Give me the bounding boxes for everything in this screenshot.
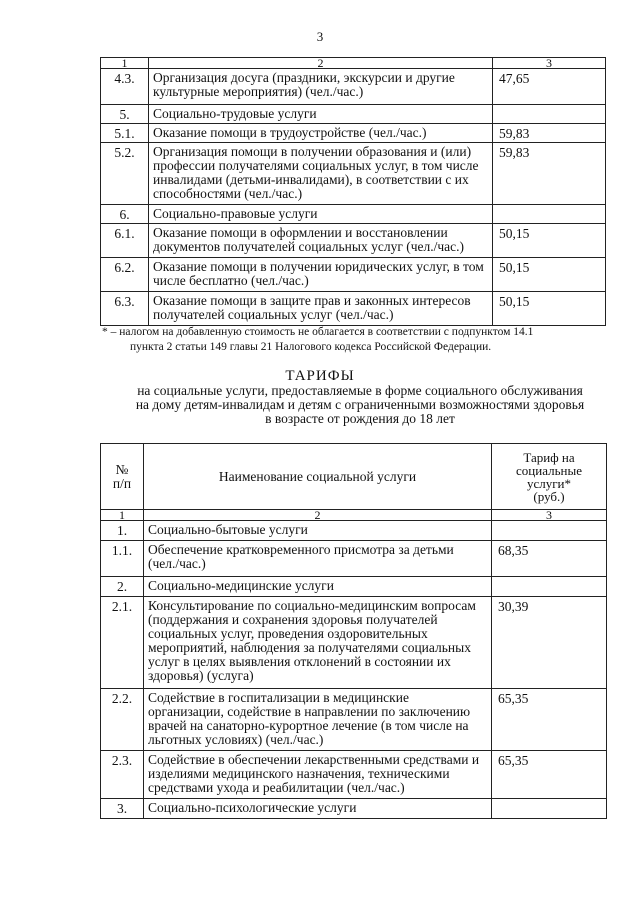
section-subtitle [100,384,620,426]
service-name: Оказание помощи в оформлении и восстановлении документов получателей социальных услуг (чел./час.) [149,224,493,258]
tariff-value: 50,15 [493,258,606,292]
column-index: 2 [144,510,492,521]
service-number: 5. [101,105,149,124]
column-index: 3 [493,58,606,69]
table-row [101,751,607,799]
table-row [101,521,607,541]
service-name: Социально-трудовые услуги [149,105,493,124]
service-name: Социально-психологические услуги [144,799,492,819]
tariff-value: 50,15 [493,292,606,326]
table-row [101,292,606,326]
service-name: Социально-правовые услуги [149,205,493,224]
service-name: Организация помощи в получении образования и (или) профессии получателями социальных услуг, в том числе инвалидами (детьми-инвалидами), в соответствии с их способностями (чел./час.) [149,143,493,205]
header-text: п/п [112,476,132,491]
footnote-line: * – налогом на добавленную стоимость не облагается в соответствии с подпунктом 14.1 [102,326,534,338]
service-name: Оказание помощи в защите прав и законных интересов получателей социальных услуг (чел./час.) [149,292,493,326]
table-row [101,124,606,143]
column-index: 1 [101,58,149,69]
service-name: Консультирование по социально-медицинским вопросам (поддержания и сохранения здоровья получателей социальных услуг, проведения оздоровительных мероприятий, наблюдения за получателями социальных услуг в целях выявления отклонений в состоянии их здоровья) (услуга) [144,597,492,689]
tariff-value: 65,35 [492,751,607,799]
column-header-number [101,444,144,510]
service-number: 3. [101,799,144,819]
header-text: Тариф на [523,450,575,465]
tariff-value [492,799,607,819]
tariff-value [492,521,607,541]
table-row [101,541,607,577]
header-text: социальные [516,463,582,478]
service-number: 2. [101,577,144,597]
service-number: 6.1. [101,224,149,258]
service-number: 6.2. [101,258,149,292]
column-index: 2 [149,58,493,69]
column-index: 3 [492,510,607,521]
tariff-value: 59,83 [493,143,606,205]
service-name: Содействие в госпитализации в медицинские организации, содействие в направлении по заключению врачей на санаторно-курортное лечение (в том числе на льготных условиях) (чел./час.) [144,689,492,751]
column-header-row [101,444,607,510]
service-number: 1. [101,521,144,541]
column-header-name: Наименование социальной услуги [144,444,492,510]
column-index-row [101,510,607,521]
table-row [101,689,607,751]
tariff-value: 59,83 [493,124,606,143]
subtitle-line: на социальные услуги, предоставляемые в форме социального обслуживания [137,383,583,398]
service-number: 2.2. [101,689,144,751]
tariff-value: 50,15 [493,224,606,258]
service-name: Содействие в обеспечении лекарственными средствами и изделиями медицинского назначения, техническими средствами ухода и реабилитации (чел./час.) [144,751,492,799]
service-number: 5.1. [101,124,149,143]
table-row [101,205,606,224]
footnote-line: пункта 2 статьи 149 главы 21 Налогового кодекса Российской Федерации. [130,341,492,353]
vat-footnote [102,325,607,355]
column-header-tariff [492,444,607,510]
service-number: 1.1. [101,541,144,577]
header-text: № [115,462,129,477]
service-name: Организация досуга (праздники, экскурсии и другие культурные мероприятия) (чел./час.) [149,69,493,105]
tariff-value: 68,35 [492,541,607,577]
service-number: 2.3. [101,751,144,799]
column-index: 1 [101,510,144,521]
table-row [101,224,606,258]
table-row [101,597,607,689]
service-number: 4.3. [101,69,149,105]
table-row [101,105,606,124]
header-text: (руб.) [533,489,565,504]
table-row [101,69,606,105]
table-row [101,577,607,597]
tariff-value: 47,65 [493,69,606,105]
table-row [101,143,606,205]
tariff-table-children [100,443,607,819]
table-row [101,799,607,819]
header-text: услуги* [526,476,572,491]
subtitle-line: на дому детям-инвалидам и детям с ограниченными возможностями здоровья [135,397,585,412]
table-row [101,258,606,292]
service-number: 5.2. [101,143,149,205]
service-name: Оказание помощи в получении юридических услуг, в том числе бесплатно (чел./час.) [149,258,493,292]
tariff-value [492,577,607,597]
column-index-row [101,58,606,69]
tariff-value [493,205,606,224]
tariff-table-continued [100,57,606,326]
tariff-value: 65,35 [492,689,607,751]
service-name: Оказание помощи в трудоустройстве (чел./час.) [149,124,493,143]
tariff-value [493,105,606,124]
subtitle-line: в возрасте от рождения до 18 лет [265,411,455,426]
service-number: 6.3. [101,292,149,326]
service-name: Социально-бытовые услуги [144,521,492,541]
section-title: ТАРИФЫ [285,368,355,384]
page-number: 3 [316,29,324,44]
tariff-value: 30,39 [492,597,607,689]
service-number: 6. [101,205,149,224]
service-number: 2.1. [101,597,144,689]
service-name: Социально-медицинские услуги [144,577,492,597]
service-name: Обеспечение кратковременного присмотра за детьми (чел./час.) [144,541,492,577]
